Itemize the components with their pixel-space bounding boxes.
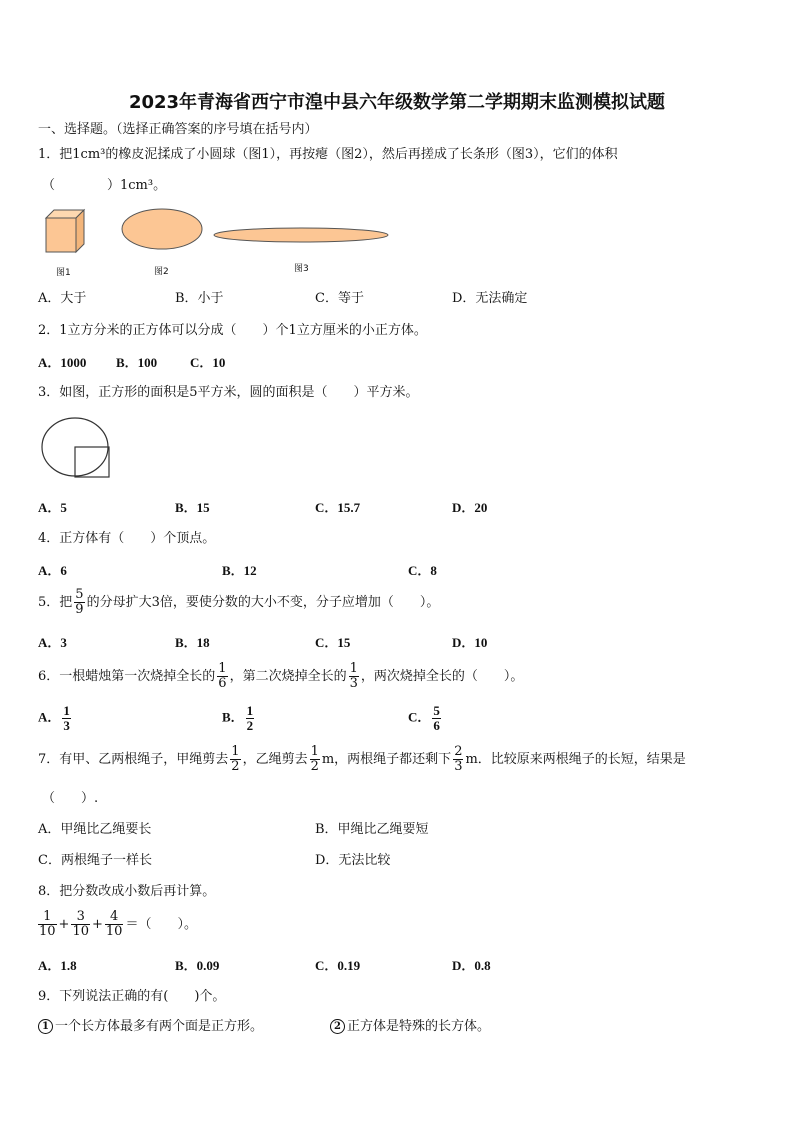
q9-stem: 9．下列说法正确的有( )个。 [38, 989, 226, 1004]
q4-option-b: B．12 [222, 563, 257, 578]
q2-option-c: C．10 [190, 355, 226, 370]
q3-option-c: C．15.7 [315, 500, 361, 515]
circled-number: 2 [330, 1019, 345, 1034]
q1-stem: 1．把1cm³的橡皮泥揉成了小圆球（图1），再按瘪（图2），然后再搓成了长条形（图3），它们的体积 [38, 147, 618, 162]
q4-option-a: A．6 [38, 563, 67, 578]
flattened-disc-figure [122, 209, 202, 249]
q6-option-b: B． $\frac{1}{2}$ [222, 703, 254, 733]
q3-option-d: D．20 [452, 500, 488, 515]
q2-option-a: A．1000 [38, 355, 87, 370]
fraction: $\frac{1}{10}$ [39, 909, 56, 939]
q3-stem: 3．如图，正方形的面积是5平方米，圆的面积是（ ）平方米。 [38, 385, 419, 400]
fraction: $\frac{1}{2}$ [246, 703, 254, 733]
fraction: $\frac{1}{2}$ [310, 744, 319, 774]
fig2-label: 图2 [154, 267, 169, 277]
fraction: $\frac{4}{10}$ [105, 909, 123, 939]
cube-figure [46, 210, 84, 252]
q5-stem [38, 588, 439, 617]
q7-option-b: B．甲绳比乙绳要短 [315, 822, 429, 837]
q7-stem-line2: （ ）. [42, 791, 99, 806]
q6-text-mid: ，第二次烧掉全长的 [229, 669, 347, 684]
fraction: $\frac{5}{6}$ [433, 703, 440, 733]
fraction: $\frac{1}{2}$ [231, 744, 240, 774]
q1-option-b: B．小于 [175, 291, 224, 306]
q7-option-a: A．甲绳比乙绳要长 [38, 822, 152, 837]
q6-option-a: A． $\frac{1}{3}$ [38, 703, 70, 733]
circled-number: 1 [38, 1019, 53, 1034]
fraction: $\frac{5}{9}$ [75, 587, 84, 617]
q1-option-d: D．无法确定 [452, 291, 528, 306]
q7-option-d: D．无法比较 [315, 853, 391, 868]
q6-text-post: ，两次烧掉全长的（ ）。 [360, 669, 524, 684]
q1-option-a: A．大于 [38, 291, 87, 306]
q1-stem-line2: （ ）1cm³。 [42, 178, 167, 193]
q6-option-c: C． $\frac{5}{6}$ [408, 703, 440, 733]
q9-statement-1: 1 一个长方体最多有两个面是正方形。 [38, 1019, 263, 1035]
q8-option-b: B．0.09 [175, 958, 220, 973]
q8-option-a: A．1.8 [38, 958, 77, 973]
q7-text-pre: 7．有甲、乙两根绳子，甲绳剪去 [38, 752, 229, 767]
q5-text-pre: 5．把 [38, 595, 73, 610]
fraction: $\frac{3}{10}$ [72, 909, 89, 939]
q5-option-a: A．3 [38, 635, 67, 650]
q7-text-mid2: m，两根绳子都还剩下 [321, 752, 452, 767]
q7-stem [38, 745, 686, 774]
fraction: $\frac{1}{3}$ [63, 703, 70, 733]
q9-statement-2: 2 正方体是特殊的长方体。 [330, 1019, 490, 1035]
q3-option-a: A．5 [38, 500, 67, 515]
q6-stem [38, 662, 523, 691]
q5-option-c: C．15 [315, 635, 351, 650]
page-title: 2023年青海省西宁市湟中县六年级数学第二学期期末监测模拟试题 [128, 92, 666, 113]
fraction: $\frac{2}{3}$ [454, 744, 463, 774]
fraction: $\frac{1}{3}$ [349, 661, 358, 691]
q3-circle-square-figure [40, 416, 114, 482]
fig3-label: 图3 [294, 264, 309, 274]
fig1-label: 图1 [56, 268, 71, 278]
long-strip-figure [214, 228, 388, 242]
q6-text-pre: 6．一根蜡烛第一次烧掉全长的 [38, 669, 216, 684]
q1-option-c: C．等于 [315, 291, 364, 306]
q8-option-c: C．0.19 [315, 958, 361, 973]
q7-option-c: C．两根绳子一样长 [38, 853, 152, 868]
q4-stem: 4．正方体有（ ）个顶点。 [38, 531, 216, 546]
q5-option-b: B．18 [175, 635, 210, 650]
fraction: $\frac{1}{6}$ [218, 661, 227, 691]
section-heading: 一、选择题。（选择正确答案的序号填在括号内） [38, 122, 318, 137]
q8-option-d: D．0.8 [452, 958, 491, 973]
q8-stem: 8．把分数改成小数后再计算。 [38, 884, 216, 899]
q3-option-b: B．15 [175, 500, 210, 515]
q5-text-post: 的分母扩大3倍，要使分数的大小不变，分子应增加（ ）。 [86, 595, 440, 610]
q7-text-post: m．比较原来两根绳子的长短，结果是 [465, 752, 686, 767]
q8-expression: $\frac{1}{10}$ + $\frac{3}{10}$ + $\frac{4}{10}$ ＝（ ）。 [39, 909, 197, 939]
q5-option-d: D．10 [452, 635, 488, 650]
q2-option-b: B．100 [116, 355, 158, 370]
q1-figures [40, 204, 410, 264]
q2-stem: 2．1立方分米的正方体可以分成（ ）个1立方厘米的小正方体。 [38, 323, 427, 338]
q4-option-c: C．8 [408, 563, 437, 578]
q7-text-mid1: ，乙绳剪去 [242, 752, 308, 767]
